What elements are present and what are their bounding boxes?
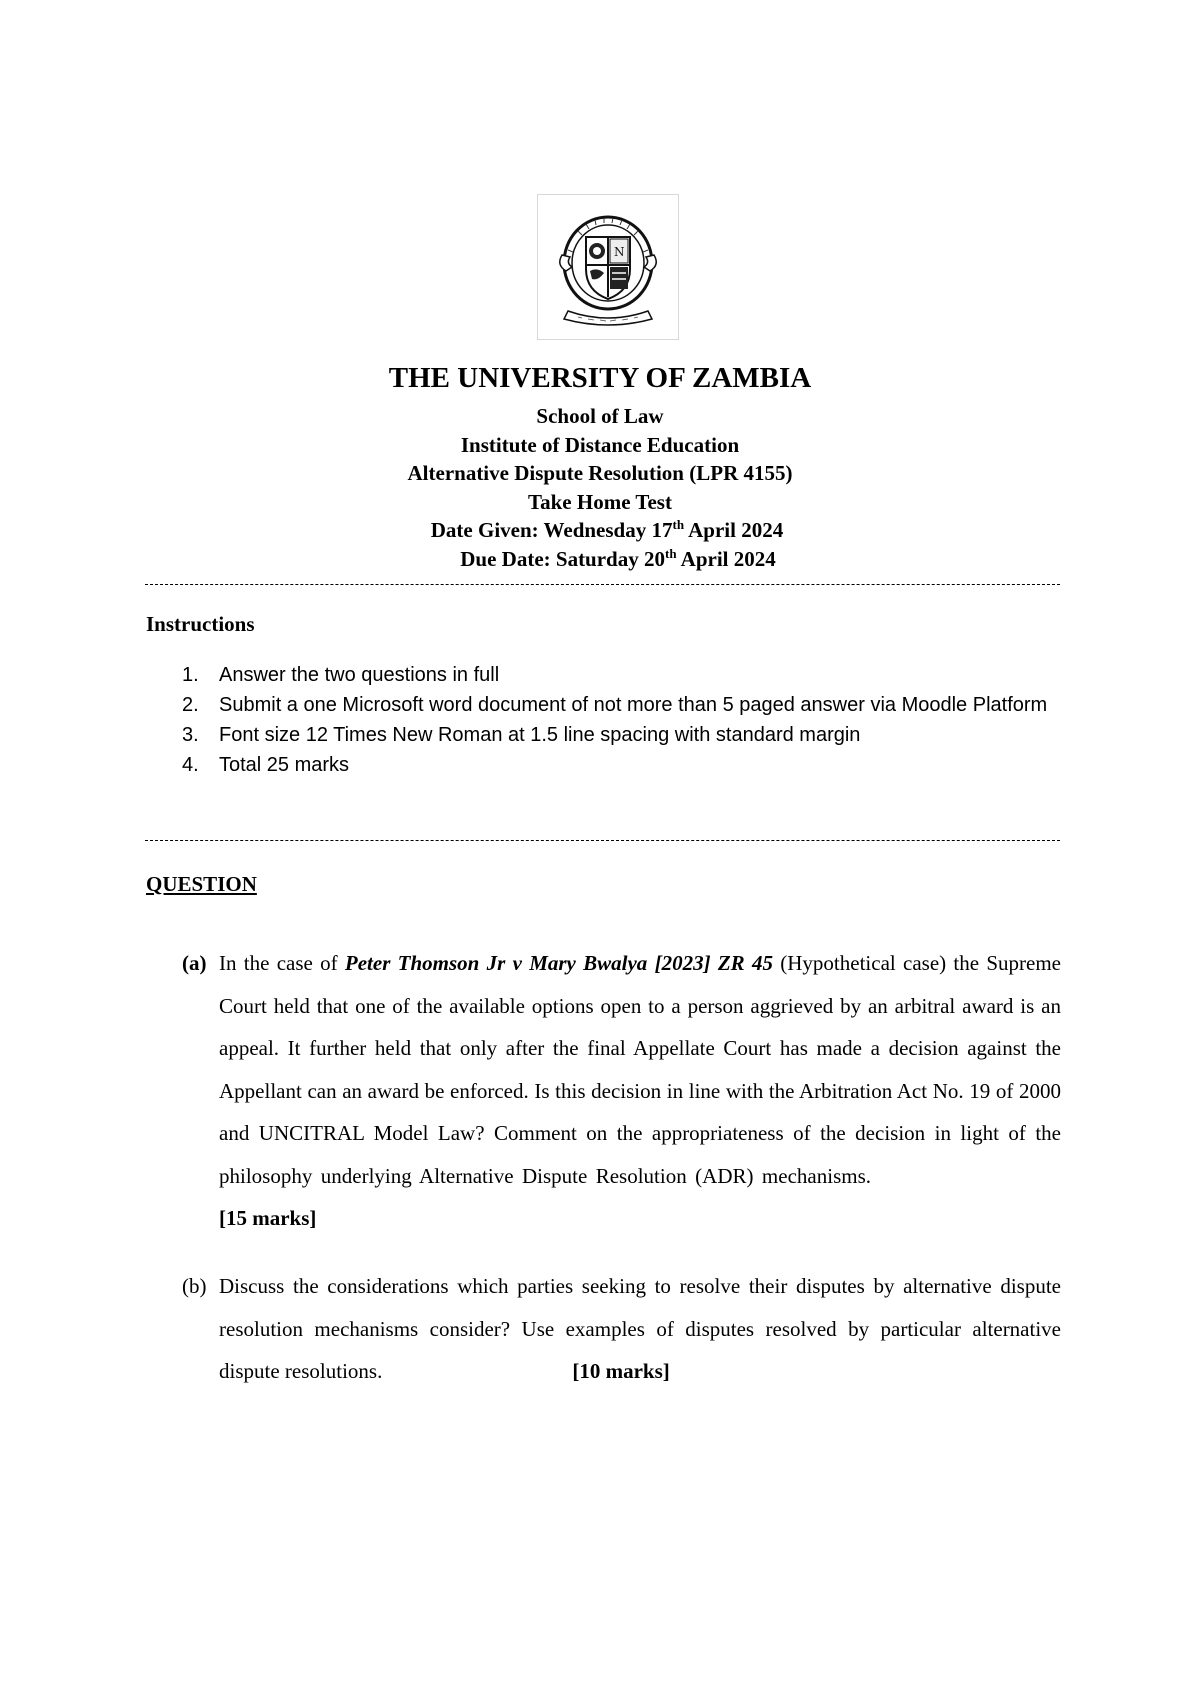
instruction-number: 4. [182,754,199,776]
school-name: School of Law [536,404,664,428]
divider-bottom [145,840,1060,841]
date-given-label: Date Given: Wednesday 17 [430,518,673,542]
svg-text:N: N [614,245,625,259]
part-b-marks: [10 marks] [572,1359,670,1383]
part-a-intro: In the case of [219,951,345,975]
date-given-ordinal: th [672,517,685,532]
instruction-item [146,750,1061,780]
date-given-month-year: April 2024 [684,518,784,542]
document-header [0,360,1200,573]
question-part-a [146,942,1061,1240]
question-part-b [146,1265,1061,1393]
instructions-heading: Instructions [146,612,255,636]
instruction-item [146,690,1061,720]
due-date-label: Due Date: Saturday 20 [460,546,665,571]
instruction-text: Font size 12 Times New Roman at 1.5 line spacing with standard margin [219,724,861,746]
part-b-text: Discuss the considerations which parties seeking to resolve their disputes by alternative dispute resolution mechanisms consider? Use examples of disputes resolved by particular alternative dispute resolutions. [219,1274,1061,1383]
instruction-number: 3. [182,724,199,746]
instruction-item [146,720,1061,750]
divider-top [145,584,1060,585]
part-b-label: (b) [182,1274,207,1298]
part-a-marks: [15 marks] [219,1206,317,1230]
due-date-ordinal: th [665,545,677,561]
instruction-item [146,660,1061,690]
course-title: Alternative Dispute Resolution (LPR 4155) [407,461,793,485]
part-a-body [219,942,1061,1240]
university-of-zambia-crest-icon [548,205,668,329]
instruction-text: Total 25 marks [219,754,350,776]
date-given [0,516,1200,545]
due-date [0,545,1200,574]
instructions-list [146,660,1061,780]
case-citation: Peter Thomson Jr v Mary Bwalya [2023] ZR 45 [344,951,773,975]
instruction-number: 1. [182,664,199,686]
due-date-month-year: April 2024 [676,546,776,571]
part-b-body [219,1265,1061,1393]
part-a-text: (Hypothetical case) the Supreme Court held that one of the available options open to a person aggrieved by an arbitral award is an appeal. It further held that only after the final Appellate Court has made a decision against the Appellant can an award be enforced. Is this decision in line with the Arbitration Act No. 19 of 2000 and UNCITRAL Model Law? Comment on the appropriateness of the decision in light of the philosophy underlying Alternative Dispute Resolution (ADR) mechanisms. [219,951,1061,1188]
instruction-text: Submit a one Microsoft word document of not more than 5 paged answer via Moodle Platform [219,694,1048,716]
test-type: Take Home Test [528,489,672,514]
university-title: THE UNIVERSITY OF ZAMBIA [388,362,812,394]
instruction-text: Answer the two questions in full [219,664,500,686]
question-heading: QUESTION [146,872,257,896]
institute-name: Institute of Distance Education [460,432,740,457]
crest-frame [537,194,679,340]
instruction-number: 2. [182,694,199,716]
part-a-label: (a) [182,951,207,975]
